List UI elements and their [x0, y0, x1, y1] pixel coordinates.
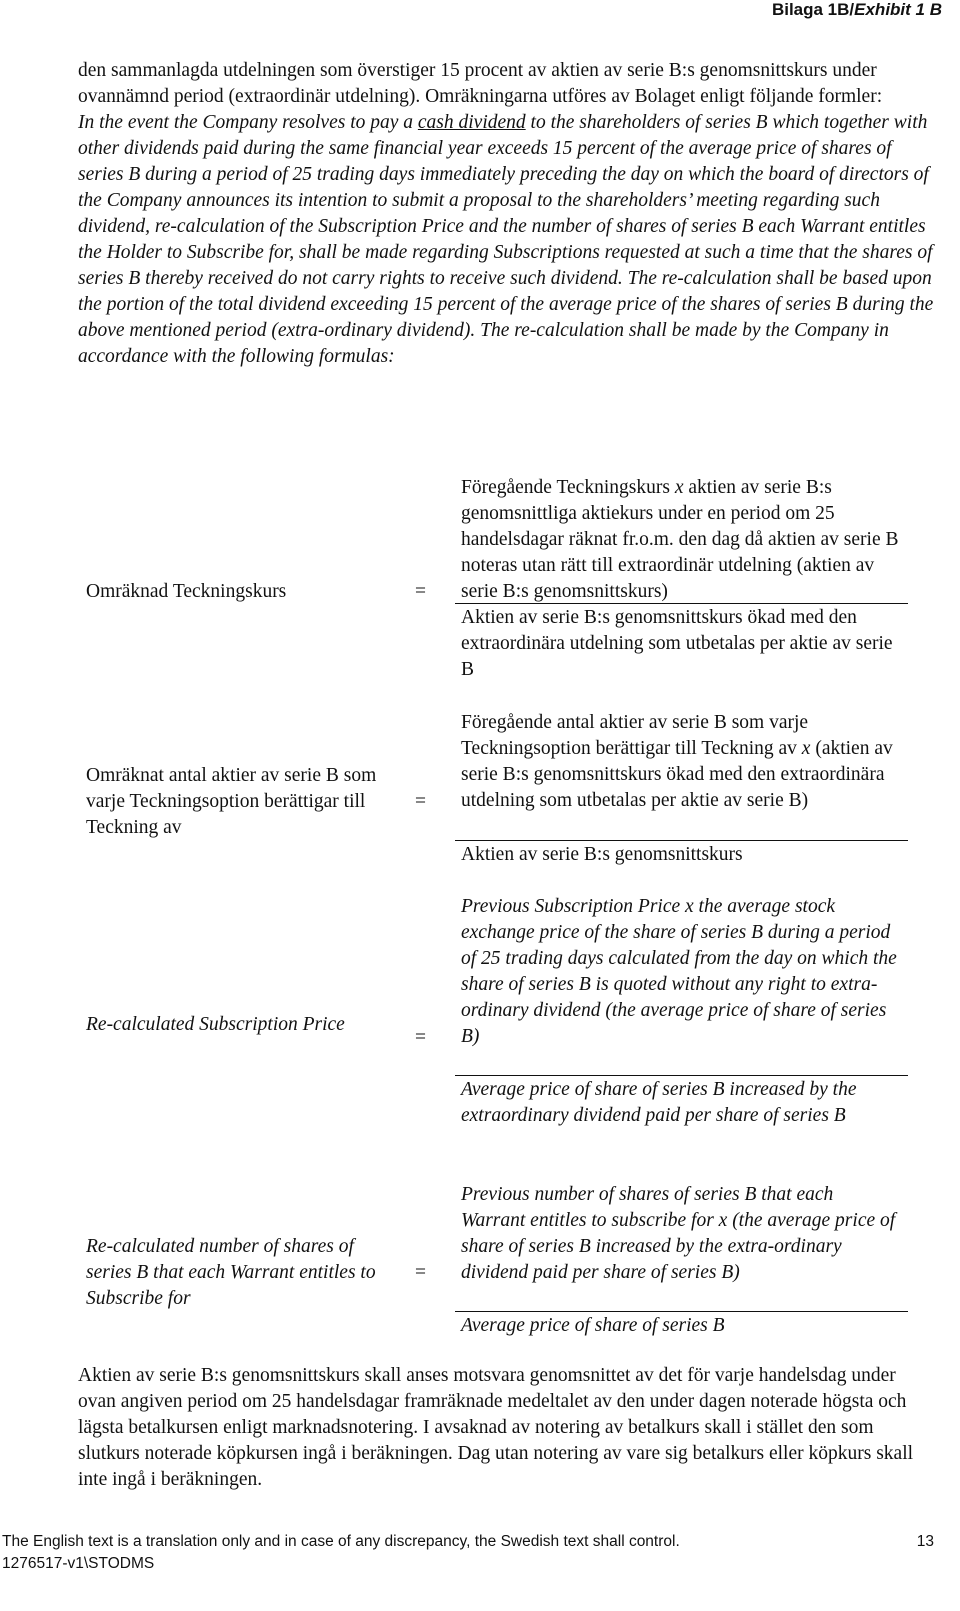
- intro-section: [78, 58, 938, 370]
- header-english-label: Exhibit 1 B: [854, 0, 942, 19]
- document-id: 1276517-v1\STODMS: [2, 1555, 155, 1572]
- equals-sign: =: [415, 1027, 426, 1048]
- formula-denominator: Aktien av serie B:s genomsnittskurs ökad med den extraordinära utdelning som utbetalas per aktie av serie B: [461, 607, 893, 680]
- equals-sign: =: [415, 791, 426, 812]
- intro-english-text: In the event the Company resolves to pay a cash dividend to the shareholders of series B which together with other dividends paid during the same financial year exceeds 15 percent of the average price of shares of series B during a period of 25 trading days immediately preceding the day on which the board of directors of the Company announces its intention to submit a proposal to the shareholders’ meeting regarding such dividend, re-calculation of the Subscription Price and the number of shares of series B each Warrant entitles the Holder to Subscribe for, shall be made regarding Subscriptions requested at such a time that the shares of series B thereby received do not carry rights to receive such dividend. The re-calculation shall be based upon the portion of the total dividend exceeding 15 percent of the average price of the shares of series B during the above mentioned period (extra-ordinary dividend). The re-calculation shall be made by the Company in accordance with the following formulas:: [78, 112, 934, 367]
- formula-label: Omräknat antal aktier av serie B som varje Teckningsoption berättigar till Teckning av: [86, 765, 377, 838]
- formula-label: Re-calculated Subscription Price: [86, 1014, 345, 1035]
- fraction-line: [455, 840, 908, 841]
- header-swedish-label: Bilaga 1B/: [771, 0, 855, 19]
- formula-numerator: Previous number of shares of series B that each Warrant entitles to subscribe for x (the average price of share of series B increased by the extra-ordinary dividend paid per share of series B): [461, 1184, 896, 1283]
- formula-label: Re-calculated number of shares of series B that each Warrant entitles to Subscribe for: [86, 1236, 376, 1309]
- formula-numerator: Previous Subscription Price x the average stock exchange price of the share of series B during a period of 25 trading days calculated from the day on which the share of series B is quoted without any right to extra-ordinary dividend (the average price of share of series B): [461, 896, 897, 1047]
- formula-numerator: Föregående antal aktier av serie B som varje Teckningsoption berättigar till Teckning av x (aktien av serie B:s genomsnittskurs ökad med den extraordinära utdelning som utbetalas per aktie av serie B): [461, 712, 893, 811]
- formula-denominator: Average price of share of series B: [461, 1315, 725, 1336]
- formula-label: Omräknad Teckningskurs: [86, 581, 287, 602]
- fraction-line: [455, 1311, 908, 1312]
- fraction-line: [455, 1075, 908, 1076]
- translation-disclaimer: The English text is a translation only and in case of any discrepancy, the Swedish text shall control.: [2, 1533, 680, 1550]
- page-header: [772, 0, 942, 20]
- equals-sign: =: [415, 1262, 426, 1283]
- cash-dividend-term: cash dividend: [417, 112, 526, 133]
- equals-sign: =: [415, 581, 426, 602]
- formula-numerator: Föregående Teckningskurs x aktien av serie B:s genomsnittliga aktiekurs under en period om 25 handelsdagar räknat fr.o.m. den dag då aktien av serie B noteras utan rätt till extraordinär utdelning (aktien av serie B:s genomsnittskurs): [461, 477, 899, 602]
- formula-denominator: Average price of share of series B increased by the extraordinary dividend paid per share of series B: [461, 1079, 857, 1126]
- formula-denominator: Aktien av serie B:s genomsnittskurs: [461, 844, 743, 865]
- closing-paragraph: Aktien av serie B:s genomsnittskurs skall anses motsvara genomsnittet av det för varje handelsdag under ovan angiven period om 25 handelsdagar framräknade medeltalet av den under dagen noterade högsta och lägsta betalkursen enligt marknadsnotering. I avsaknad av notering av betalkurs skall i stället den som slutkurs noterade köpkursen ingå i beräkningen. Dag utan notering av vare sig betalkurs eller köpkurs skall inte ingå i beräkningen.: [78, 1365, 914, 1490]
- intro-swedish-text: den sammanlagda utdelningen som överstiger 15 procent av aktien av serie B:s genomsnittskurs under ovannämnd period (extraordinär utdelning). Omräkningarna utföres av Bolaget enligt följande formler:: [78, 60, 883, 107]
- fraction-line: [455, 603, 908, 604]
- page-number: 13: [916, 1533, 934, 1550]
